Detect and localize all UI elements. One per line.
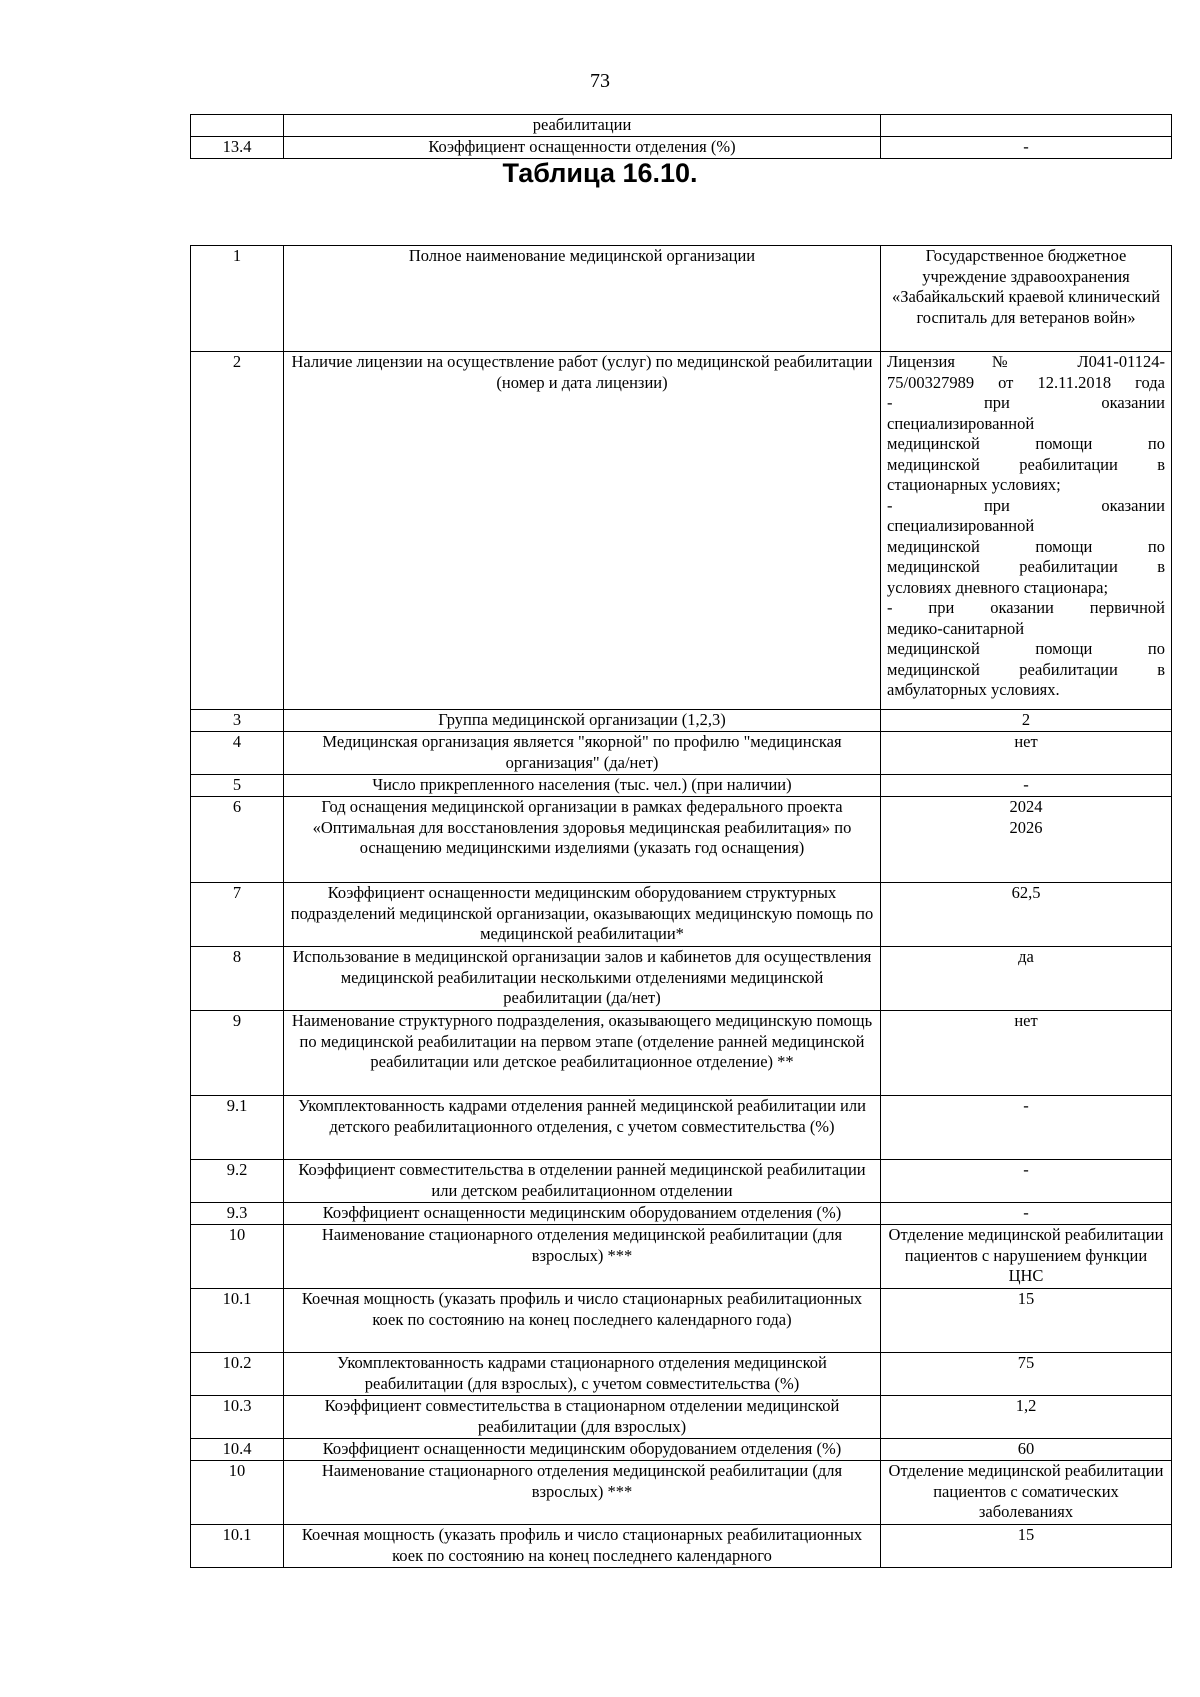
row-parameter: Полное наименование медицинской организации [284,246,881,352]
row-value: да [881,947,1172,1011]
row-value: нет [881,732,1172,775]
row-value: 15 [881,1289,1172,1353]
table-row [191,797,1172,883]
table-row [191,1160,1172,1203]
table-row [191,1096,1172,1160]
row-number: 9.3 [191,1203,284,1225]
table-row [191,1011,1172,1096]
license-line: стационарных условиях; [887,475,1061,494]
table-row [191,883,1172,947]
row-parameter: Наименование структурного подразделения, оказывающего медицинскую помощь по медицинской реабилитации на первом этапе (отделение ранней медицинской реабилитации или детское реабилитационное отделение) ** [284,1011,881,1096]
row-parameter: Наличие лицензии на осуществление работ (услуг) по медицинской реабилитации (номер и дата лицензии) [284,352,881,710]
license-value [881,352,1172,710]
row-value: 1,2 [881,1396,1172,1439]
row-number: 10.1 [191,1289,284,1353]
row-parameter: реабилитации [284,115,881,137]
license-line: медицинской помощи по [887,434,1165,453]
row-value: - [881,1096,1172,1160]
row-value: 60 [881,1439,1172,1461]
organization-table [190,245,1172,1568]
row-number: 7 [191,883,284,947]
row-value: 15 [881,1525,1172,1568]
row-parameter: Укомплектованность кадрами стационарного отделения медицинской реабилитации (для взрослых), с учетом совместительства (%) [284,1353,881,1396]
row-parameter: Коэффициент оснащенности медицинским оборудованием структурных подразделений медицинской организации, оказывающих медицинскую помощь по медицинской реабилитации* [284,883,881,947]
row-value: 62,5 [881,883,1172,947]
row-number: 9.2 [191,1160,284,1203]
license-line: Лицензия № Л041-01124- [887,352,1165,371]
row-parameter: Коэффициент совместительства в стационарном отделении медицинской реабилитации (для взрослых) [284,1396,881,1439]
row-parameter: Год оснащения медицинской организации в рамках федерального проекта «Оптимальная для восстановления здоровья медицинская реабилитация» по оснащению медицинскими изделиями (указать год оснащения) [284,797,881,883]
license-line: 75/00327989 от 12.11.2018 года [887,372,1165,392]
table-row [191,1439,1172,1461]
row-number: 8 [191,947,284,1011]
row-value: Отделение медицинской реабилитации пациентов с нарушением функции ЦНС [881,1225,1172,1289]
table-row [191,1289,1172,1353]
row-number: 10.3 [191,1396,284,1439]
row-value: - [881,1160,1172,1203]
row-parameter: Группа медицинской организации (1,2,3) [284,710,881,732]
row-value: Государственное бюджетное учреждение здравоохранения «Забайкальский краевой клинический госпиталь для ветеранов войн» [881,246,1172,352]
row-parameter: Коечная мощность (указать профиль и число стационарных реабилитационных коек по состоянию на конец последнего календарного года) [284,1289,881,1353]
license-line: - при оказании первичной [887,598,1165,617]
license-line: медицинской помощи по [887,639,1165,658]
table-row [191,1225,1172,1289]
row-number: 10.4 [191,1439,284,1461]
table-title: Таблица 16.10. [502,158,698,188]
row-number: 1 [191,246,284,352]
table-row [191,1525,1172,1568]
table-row [191,1353,1172,1396]
row-value: 2024 2026 [881,797,1172,883]
row-number [191,115,284,137]
row-number: 9.1 [191,1096,284,1160]
row-value: - [881,775,1172,797]
license-line: медицинской реабилитации в [887,454,1165,474]
table-row [191,115,1172,137]
row-number: 10.1 [191,1525,284,1568]
table-row [191,246,1172,352]
row-parameter: Коэффициент оснащенности медицинским оборудованием отделения (%) [284,1439,881,1461]
row-parameter: Коэффициент совместительства в отделении ранней медицинской реабилитации или детском реабилитационном отделении [284,1160,881,1203]
continuation-table [190,114,1172,159]
table-row [191,710,1172,732]
row-number: 9 [191,1011,284,1096]
table-row [191,947,1172,1011]
license-line: медицинской помощи по [887,536,1165,556]
table-row [191,352,1172,710]
license-line: - при оказании [887,393,1165,412]
row-parameter: Коэффициент оснащенности отделения (%) [284,137,881,159]
license-line: амбулаторных условиях. [887,680,1060,699]
table-row [191,732,1172,775]
row-number: 13.4 [191,137,284,159]
license-line: специализированной [887,516,1035,535]
license-line: медицинской реабилитации в [887,659,1165,679]
row-value: 2 [881,710,1172,732]
row-value: 75 [881,1353,1172,1396]
row-parameter: Наименование стационарного отделения медицинской реабилитации (для взрослых) *** [284,1225,881,1289]
license-line: специализированной [887,413,1035,433]
table-row [191,1461,1172,1525]
row-value: Отделение медицинской реабилитации пациентов с соматических заболеваниях [881,1461,1172,1525]
row-value: - [881,137,1172,159]
table-row [191,1396,1172,1439]
row-parameter: Медицинская организация является "якорной" по профилю "медицинская организация" (да/нет) [284,732,881,775]
row-value: - [881,1203,1172,1225]
row-number: 6 [191,797,284,883]
row-number: 3 [191,710,284,732]
row-parameter: Коэффициент оснащенности медицинским оборудованием отделения (%) [284,1203,881,1225]
license-line: медико-санитарной [887,618,1025,638]
row-number: 10 [191,1461,284,1525]
row-parameter: Наименование стационарного отделения медицинской реабилитации (для взрослых) *** [284,1461,881,1525]
row-number: 4 [191,732,284,775]
row-parameter: Укомплектованность кадрами отделения ранней медицинской реабилитации или детского реабилитационного отделения, с учетом совместительства (%) [284,1096,881,1160]
row-parameter: Коечная мощность (указать профиль и число стационарных реабилитационных коек по состоянию на конец последнего календарного [284,1525,881,1568]
row-value: нет [881,1011,1172,1096]
row-parameter: Использование в медицинской организации залов и кабинетов для осуществления медицинской реабилитации несколькими отделениями медицинской реабилитации (да/нет) [284,947,881,1011]
row-number: 10.2 [191,1353,284,1396]
table-row [191,775,1172,797]
row-parameter: Число прикрепленного населения (тыс. чел.) (при наличии) [284,775,881,797]
table-row [191,137,1172,159]
table-row [191,1203,1172,1225]
license-line: медицинской реабилитации в [887,557,1165,576]
row-value [881,115,1172,137]
license-line: условиях дневного стационара; [887,577,1109,597]
license-line: - при оказании [887,495,1165,515]
page-number: 73 [590,70,610,92]
row-number: 10 [191,1225,284,1289]
row-number: 2 [191,352,284,710]
row-number: 5 [191,775,284,797]
